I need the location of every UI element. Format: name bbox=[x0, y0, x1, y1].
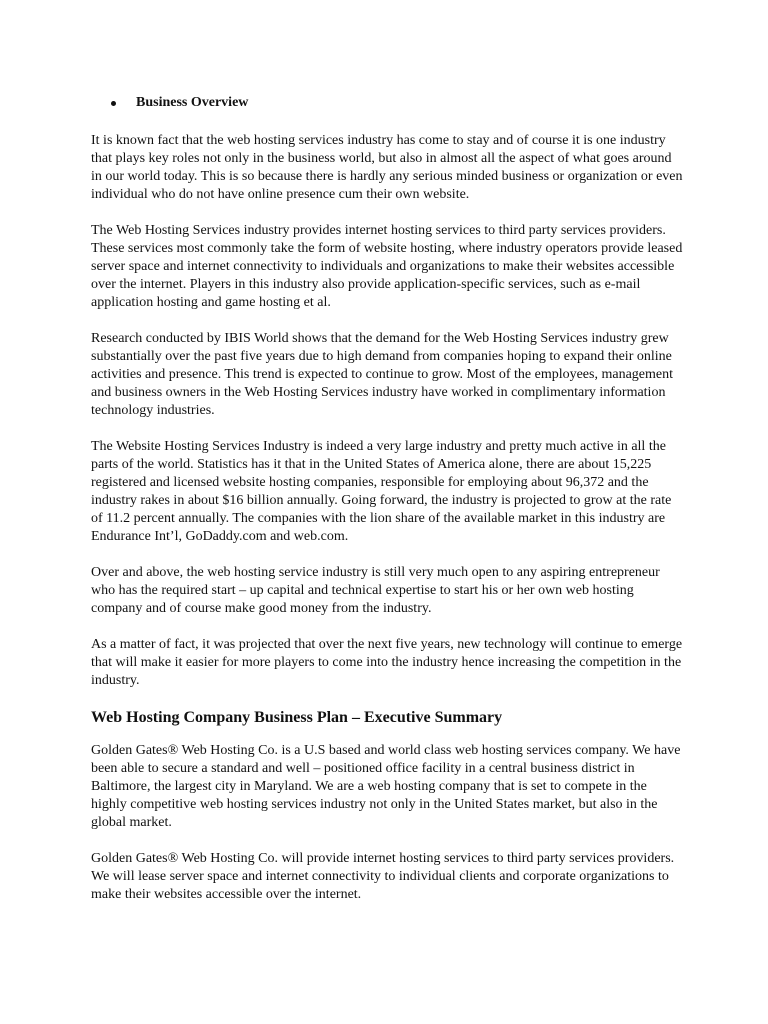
business-overview-heading bbox=[111, 94, 683, 112]
paragraph-company-services: Golden Gates® Web Hosting Co. will provide internet hosting services to third party services providers. We will lease server space and internet connectivity to individual clients and corporate organizations to make their websites accessible over the internet. bbox=[91, 851, 675, 902]
paragraph-intro: It is known fact that the web hosting services industry has come to stay and of course it is one industry that plays key roles not only in the business world, but also in almost all the aspect of what goes around in our world today. This is so because there is hardly any serious minded business or organization or even individual who do not have online presence cum their own website. bbox=[91, 133, 683, 202]
paragraph-statistics: The Website Hosting Services Industry is indeed a very large industry and pretty much active in all the parts of the world. Statistics has it that in the United States of America alone, there are about 15,225 registered and licensed website hosting companies, responsible for employing about 96,372 and the industry rakes in about $16 billion annually. Going forward, the industry is projected to grow at the rate of 11.2 percent annually. The companies with the lion share of the available market in this industry are Endurance Int’l, GoDaddy.com and web.com. bbox=[91, 439, 672, 544]
paragraph-industry-services: The Web Hosting Services industry provides internet hosting services to third party services providers. These services most commonly take the form of website hosting, where industry operators provide leased server space and internet connectivity to individuals and organizations to make their websites accessible over the internet. Players in this industry also provide application-specific services, such as e-mail application hosting and game hosting et al. bbox=[91, 223, 683, 310]
paragraph-opportunity: Over and above, the web hosting service industry is still very much open to any aspiring entrepreneur who has the required start – up capital and technical expertise to start his or her own web hosting company and of course make good money from the industry. bbox=[91, 565, 660, 616]
executive-summary-title: Web Hosting Company Business Plan – Executive Summary bbox=[91, 709, 503, 726]
paragraph-projection: As a matter of fact, it was projected that over the next five years, new technology will continue to emerge that will make it easier for more players to come into the industry hence increasing the competition in the industry. bbox=[91, 637, 683, 688]
paragraph-company-profile: Golden Gates® Web Hosting Co. is a U.S based and world class web hosting services company. We have been able to secure a standard and well – positioned office facility in a central business district in Baltimore, the largest city in Maryland. We are a web hosting company that is set to compete in the highly competitive web hosting services industry not only in the United States market, but also in the global market. bbox=[91, 743, 681, 830]
document-content bbox=[91, 94, 683, 922]
paragraph-research: Research conducted by IBIS World shows that the demand for the Web Hosting Services industry grew substantially over the past five years due to high demand from companies hoping to expand their online activities and presence. This trend is expected to continue to grow. Most of the employees, management and business owners in the Web Hosting Services industry have worked in complimentary information technology industries. bbox=[91, 331, 673, 418]
business-overview-label: Business Overview bbox=[136, 95, 249, 110]
bullet-icon bbox=[111, 101, 116, 106]
